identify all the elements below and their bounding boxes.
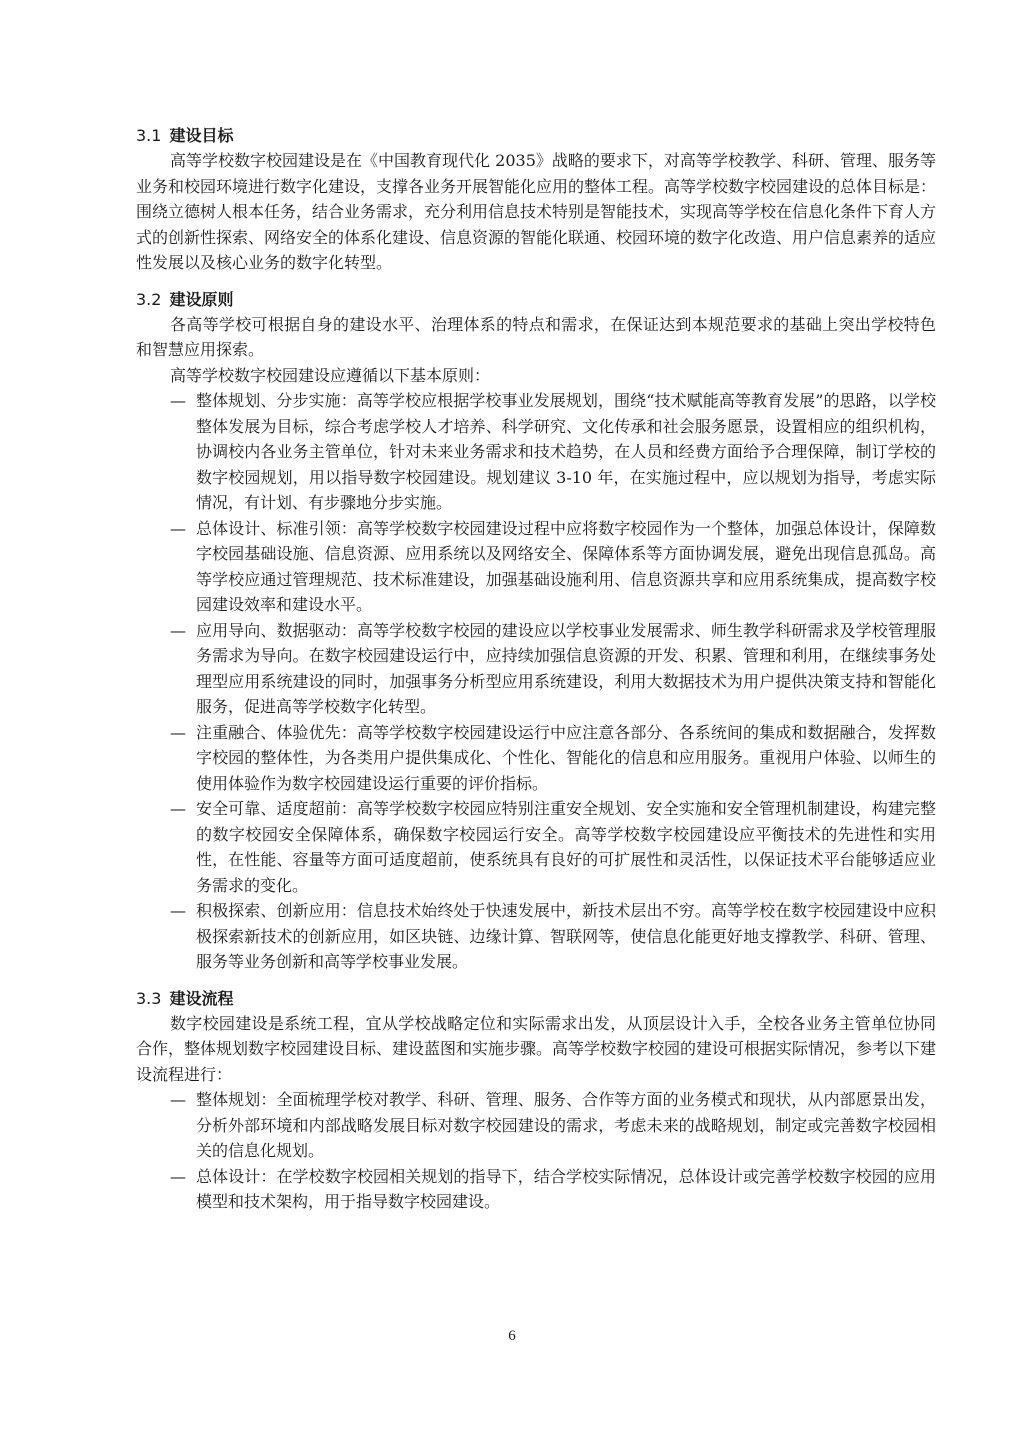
list-item	[136, 898, 936, 975]
bullet-dash: —	[170, 620, 186, 640]
section-3-2	[136, 288, 936, 975]
list-item-text: 应用导向、数据驱动：高等学校数字校园的建设应以学校事业发展需求、师生教学科研需求及学校管理服务需求为导向。在数字校园建设运行中，应持续加强信息资源的开发、积累、管理和利用，在继续事务处理型应用系统建设的同时，加强事务分析型应用系统建设，利用大数据技术为用户提供决策支持和智能化服务，促进高等学校数字化转型。	[196, 620, 936, 716]
list-item-text: 注重融合、体验优先：高等学校数字校园建设运行中应注意各部分、各系统间的集成和数据融合，发挥数字校园的整体性，为各类用户提供集成化、个性化、智能化的信息和应用服务。重视用户体验、以师生的使用体验作为数字校园建设运行重要的评价指标。	[196, 722, 936, 793]
body-paragraph: 高等学校数字校园建设应遵循以下基本原则：	[170, 365, 491, 385]
list-item	[136, 516, 936, 618]
section-title: 建设目标	[169, 126, 234, 145]
bullet-dash: —	[170, 722, 186, 742]
section-heading	[136, 987, 936, 1011]
section-heading	[136, 288, 936, 312]
list-item	[136, 1087, 936, 1164]
page-number: 6	[508, 1328, 516, 1344]
list-item-text: 总体设计、标准引领：高等学校数字校园建设过程中应将数字校园作为一个整体，加强总体设计，保障数字校园基础设施、信息资源、应用系统以及网络安全、保障体系等方面协调发展，避免出现信息孤岛。高等学校应通过管理规范、技术标准建设，加强基础设施利用、信息资源共享和应用系统集成，提高数字校园建设效率和建设水平。	[196, 518, 936, 614]
list-item	[136, 618, 936, 720]
bullet-dash: —	[170, 518, 186, 538]
section-number: 3.1	[136, 126, 162, 145]
section-number: 3.2	[136, 289, 162, 309]
section-3-3	[136, 987, 936, 1215]
list-item-text: 整体规划、分步实施：高等学校应根据学校事业发展规划，围绕“技术赋能高等教育发展”的思路，以学校整体发展为目标，综合考虑学校人才培养、科学研究、文化传承和社会服务愿景，设置相应的组织机构，协调校内各业务主管单位，针对未来业务需求和技术趋势，在人员和经费方面给予合理保障，制订学校的数字校园规划，用以指导数字校园建设。规划建议 3-10 年，在实施过程中，应以规划为指导，考虑实际情况，有计划、有步骤地分步实施。	[196, 391, 936, 512]
section-number: 3.3	[136, 988, 162, 1008]
section-3-1	[136, 124, 936, 276]
section-title: 建设流程	[169, 988, 234, 1008]
list-item-text: 整体规划：全面梳理学校对教学、科研、管理、服务、合作等方面的业务模式和现状，从内部愿景出发，分析外部环境和内部战略发展目标对数字校园建设的需求，考虑未来的战略规划，制定或完善数字校园相关的信息化规划。	[196, 1090, 936, 1160]
body-paragraph: 高等学校数字校园建设是在《中国教育现代化 2035》战略的要求下，对高等学校教学、科研、管理、服务等业务和校园环境进行数字化建设，支撑各业务开展智能化应用的整体工程。高等学校数字校园建设的总体目标是：围绕立德树人根本任务，结合业务需求，充分利用信息技术特别是智能技术，实现高等学校在信息化条件下育人方式的创新性探索、网络安全的体系化建设、信息资源的智能化联通、校园环境的数字化改造、用户信息素养的适应性发展以及核心业务的数字化转型。	[136, 151, 937, 272]
list-item	[136, 1164, 936, 1215]
body-paragraph: 各高等学校可根据自身的建设水平、治理体系的特点和需求，在保证达到本规范要求的基础上突出学校特色和智慧应用探索。	[136, 314, 936, 359]
list-item-text: 安全可靠、适度超前：高等学校数字校园应特别注重安全规划、安全实施和安全管理机制建设，构建完整的数字校园安全保障体系，确保数字校园运行安全。高等学校数字校园建设应平衡技术的先进性和实用性，在性能、容量等方面可适度超前，使系统具有良好的可扩展性和灵活性，以保证技术平台能够适应业务需求的变化。	[196, 799, 936, 895]
section-title: 建设原则	[169, 289, 234, 309]
bullet-dash: —	[170, 391, 186, 410]
bullet-dash: —	[170, 799, 186, 818]
list-item	[136, 388, 936, 516]
page-content	[136, 124, 936, 1225]
body-paragraph: 数字校园建设是系统工程，宜从学校战略定位和实际需求出发，从顶层设计入手，全校各业务主管单位协同合作，整体规划数字校园建设目标、建设蓝图和实施步骤。高等学校数字校园的建设可根据实际情况，参考以下建设流程进行：	[136, 1013, 937, 1084]
bullet-dash: —	[170, 1166, 186, 1186]
list-item-text: 积极探索、创新应用：信息技术始终处于快速发展中，新技术层出不穷。高等学校在数字校园建设中应积极探索新技术的创新应用，如区块链、边缘计算、智联网等，使信息化能更好地支撑教学、科研、管理、服务等业务创新和高等学校事业发展。	[196, 901, 936, 971]
bullet-dash: —	[170, 1090, 186, 1109]
section-heading	[136, 124, 936, 148]
list-item	[136, 796, 936, 898]
bullet-dash: —	[170, 901, 186, 920]
list-item-text: 总体设计：在学校数字校园相关规划的指导下，结合学校实际情况，总体设计或完善学校数字校园的应用模型和技术架构，用于指导数字校园建设。	[196, 1166, 936, 1211]
list-item	[136, 720, 936, 797]
